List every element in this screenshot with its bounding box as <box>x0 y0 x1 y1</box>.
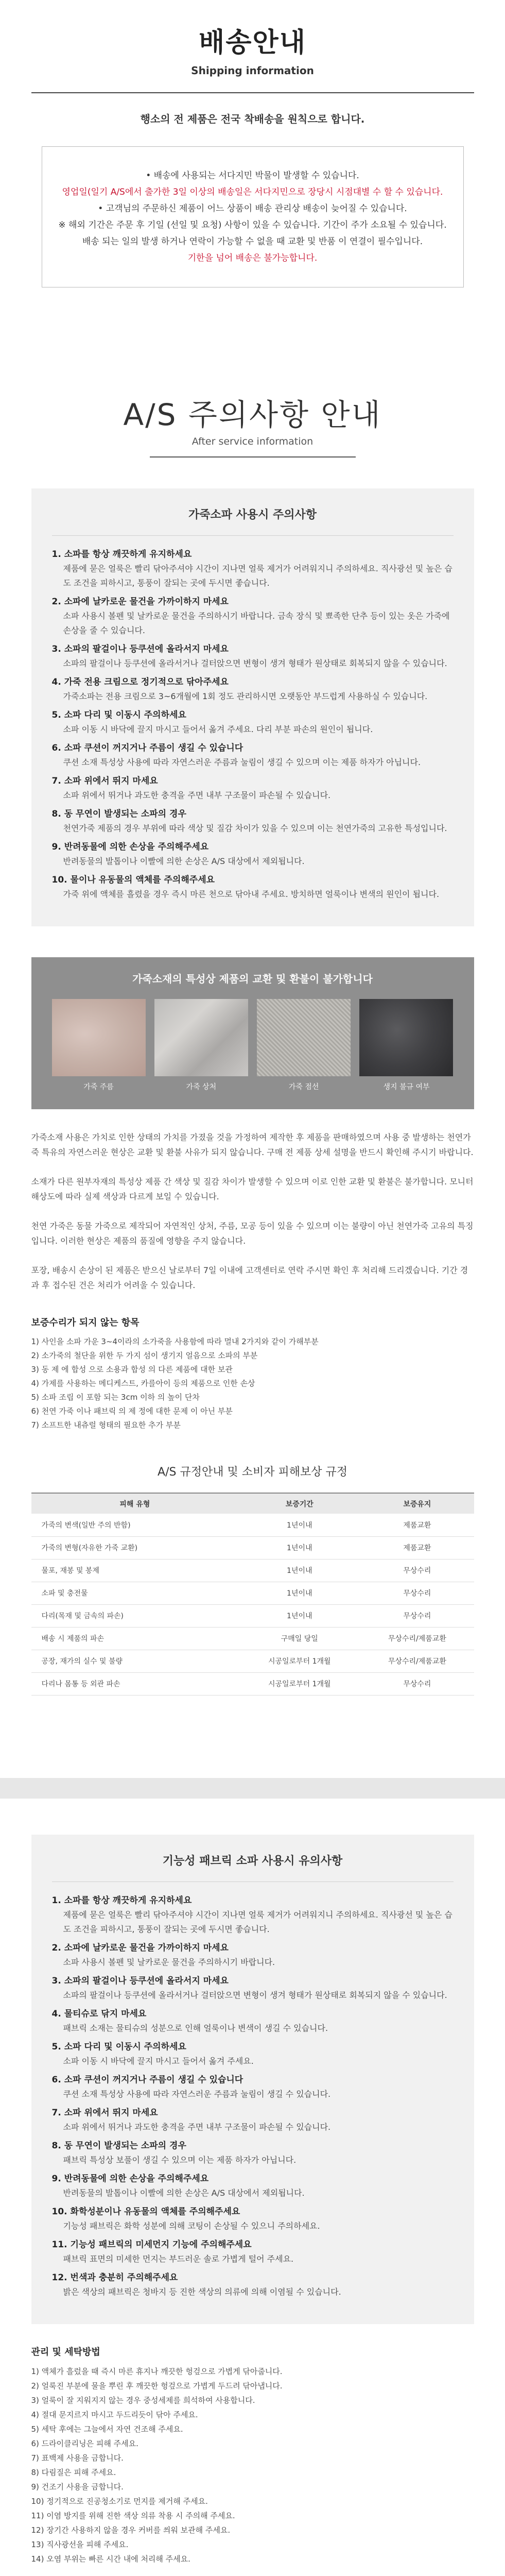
caution-heading: 8. 동 무연이 발생되는 소파의 경우 <box>51 809 186 819</box>
caution-item <box>52 2172 454 2200</box>
shipping-section <box>0 0 505 287</box>
table-cell: 1년이내 <box>238 1514 360 1536</box>
caution-item <box>52 1974 454 2003</box>
table-cell: 배송 시 제품의 파손 <box>31 1627 239 1650</box>
care-item: 5) 세탁 후에는 그늘에서 자연 건조해 주세요. <box>31 2424 183 2434</box>
exclusion-item: 7) 소프트한 내츄럴 형태의 필요한 추가 부분 <box>31 1420 181 1430</box>
table-cell: 가죽의 변색(일반 주의 반함) <box>31 1514 239 1536</box>
table-cell: 무상수리/제품교환 <box>360 1650 474 1672</box>
caution-text: 소파 이동 시 바닥에 끌지 마시고 들어서 옮겨 주세요. 다리 부분 파손의 원인이 됩니다. <box>63 724 373 734</box>
caution-heading: 11. 기능성 패브릭의 미세먼지 기능에 주의해주세요 <box>51 2239 252 2250</box>
caution-item <box>52 547 454 590</box>
shipping-line: 영업일(일기 A/S에서 출가한 3일 이상의 배송일은 서다지민으로 장당시 시점대별 수 할 수 있습니다. <box>62 187 443 197</box>
shipping-line: 기한을 넘어 배송은 불가능합니다. <box>187 253 318 263</box>
table-cell: 구매일 당일 <box>238 1627 360 1650</box>
table-cell: 가죽의 변형(자유한 가죽 교환) <box>31 1536 239 1559</box>
leather-swatch-image <box>359 999 453 1076</box>
care-item: 8) 다림질은 피해 주세요. <box>31 2467 116 2477</box>
caution-text: 패브릭 특성상 보풀이 생길 수 있으며 이는 제품 하자가 아닙니다. <box>63 2155 297 2165</box>
care-item: 11) 이염 방지를 위해 진한 색상 의류 착용 시 주의해 주세요. <box>31 2511 235 2520</box>
care-item: 12) 장기간 사용하지 않을 경우 커버를 씌워 보관해 주세요. <box>31 2525 231 2535</box>
table-cell: 무상수리 <box>360 1604 474 1627</box>
table-cell: 제품교환 <box>360 1514 474 1536</box>
caution-heading: 2. 소파에 날카로운 물건을 가까이하지 마세요 <box>51 597 229 607</box>
swatch-row <box>52 999 454 1092</box>
care-item: 10) 정기적으로 진공청소기로 먼지를 제거해 주세요. <box>31 2496 208 2506</box>
leather-swatch <box>154 999 248 1092</box>
leather-swatch-caption: 가죽 주름 <box>83 1083 114 1091</box>
shipping-notice-box <box>42 146 464 287</box>
caution-text: 소파 이동 시 바닥에 끌지 마시고 들어서 옮겨 주세요. <box>63 2056 254 2066</box>
panel-divider <box>52 535 454 536</box>
care-item: 4) 절대 문지르지 마시고 두드리듯이 닦아 주세요. <box>31 2410 198 2419</box>
care-list <box>31 2364 474 2566</box>
table-row <box>31 1536 474 1559</box>
leather-notes <box>0 1130 505 1293</box>
table-header-cell: 피해 유형 <box>31 1493 239 1514</box>
section-divider <box>0 1778 505 1799</box>
shipping-divider <box>31 92 474 93</box>
caution-text: 기능성 패브릭은 화학 성분에 의해 코팅이 손상될 수 있으니 주의하세요. <box>63 2221 320 2231</box>
care-section <box>31 2345 474 2566</box>
table-cell: 무상수리/제품교환 <box>360 1627 474 1650</box>
leather-caution-panel <box>31 488 474 926</box>
caution-item <box>52 1941 454 1970</box>
caution-heading: 10. 물이나 유동물의 액체를 주의해주세요 <box>51 875 215 885</box>
exclusion-item: 4) 가제를 사용하는 메디케스트, 카를아이 등의 제품으로 인한 손상 <box>31 1379 255 1388</box>
caution-text: 소파 사용시 볼펜 및 날카로운 물건을 주의하시기 바랍니다. <box>63 1957 275 1967</box>
warranty-exclusions <box>31 1315 474 1432</box>
caution-item <box>52 873 454 902</box>
leather-swatch <box>52 999 146 1092</box>
caution-text: 소파 사용시 볼펜 및 날카로운 물건을 주의하시기 바랍니다. 금속 장식 및 뾰족한 단추 등이 있는 옷은 가죽에 손상을 줄 수 있습니다. <box>63 611 450 635</box>
care-item: 6) 드라이클리닝은 피해 주세요. <box>31 2438 138 2448</box>
as-table-1 <box>31 1463 474 1696</box>
table-title: A/S 규정안내 및 소비자 피해보상 규정 <box>158 1466 347 1479</box>
table-cell: 다리(목재 및 금속의 파손) <box>31 1604 239 1627</box>
caution-text: 반려동물의 발톱이나 이빨에 의한 손상은 A/S 대상에서 제외됩니다. <box>63 2188 305 2198</box>
table-cell: 1년이내 <box>238 1582 360 1604</box>
caution-text: 제품에 묻은 얼룩은 빨리 닦아주셔야 시간이 지나면 얼룩 제거가 어려워지니 주의하세요. 직사광선 및 높은 습도 조건을 피하시고, 통풍이 잘되는 곳에 두시면 좋습니다. <box>63 564 452 588</box>
care-item: 9) 건조기 사용을 금합니다. <box>31 2482 124 2492</box>
caution-heading: 9. 반려동물에 의한 손상을 주의해주세요 <box>51 842 209 852</box>
leather-title: 가죽소재의 특성상 제품의 교환 및 환불이 불가합니다 <box>132 973 373 985</box>
caution-list <box>52 547 454 902</box>
table-row <box>31 1672 474 1695</box>
caution-text: 제품에 묻은 얼룩은 빨리 닦아주셔야 시간이 지나면 얼룩 제거가 어려워지니 주의하세요. 직사광선 및 높은 습도 조건을 피하시고, 통풍이 잘되는 곳에 두시면 좋습니다. <box>63 1909 452 1934</box>
caution-item <box>52 2238 454 2266</box>
exclusion-item: 5) 소파 조립 이 포함 되는 3cm 이하 의 높이 단차 <box>31 1393 200 1402</box>
table-row <box>31 1650 474 1672</box>
caution-item <box>52 2040 454 2069</box>
shipping-lead: 행소의 전 제품은 전국 착배송을 원칙으로 합니다. <box>140 113 365 125</box>
panel-title: 가죽소파 사용시 주의사항 <box>188 509 317 521</box>
caution-heading: 10. 화학성분이나 유동물의 액체를 주의해주세요 <box>51 2206 240 2217</box>
note-paragraph: 포장, 배송시 손상이 된 제품은 받으신 날로부터 7일 이내에 고객센터로 연락 주시면 확인 후 처리해 드리겠습니다. 기간 경과 후 접수된 건은 처리가 어려울 수 있습니다. <box>31 1265 468 1290</box>
exclusion-item: 3) 동 제 에 합성 으로 소용과 합성 의 다른 제품에 대한 보관 <box>31 1365 233 1374</box>
caution-heading: 5. 소파 다리 및 이동시 주의하세요 <box>51 710 186 720</box>
leather-characteristics-strip <box>31 957 474 1109</box>
care-item: 7) 표백제 사용을 금합니다. <box>31 2453 124 2463</box>
caution-item <box>52 741 454 770</box>
table-header-cell: 보증유지 <box>360 1493 474 1514</box>
caution-text: 천연가죽 제품의 경우 부위에 따라 색상 및 질감 차이가 있을 수 있으며 이는 천연가죽의 고유한 특성입니다. <box>63 823 447 833</box>
leather-swatch-caption: 가죽 점선 <box>288 1083 319 1091</box>
caution-item <box>52 807 454 836</box>
caution-item <box>52 2007 454 2036</box>
caution-text: 쿠션 소재 특성상 사용에 따라 자연스러운 주름과 눌림이 생길 수 있습니다. <box>63 2089 331 2099</box>
caution-list <box>52 1893 454 2299</box>
care-item: 14) 오염 부위는 빠른 시간 내에 처리해 주세요. <box>31 2554 190 2564</box>
table-cell: 시공일로부터 1개월 <box>238 1650 360 1672</box>
shipping-line: ※ 해외 기간은 주문 후 기일 (선일 및 요청) 사항이 있을 수 있습니다. 기간이 주가 소요될 수 있습니다. <box>58 220 447 230</box>
caution-item <box>52 642 454 671</box>
caution-heading: 12. 번색과 충분히 주의해주세요 <box>51 2272 178 2283</box>
table-cell: 1년이내 <box>238 1604 360 1627</box>
caution-heading: 3. 소파의 팔걸이나 등쿠션에 올라서지 마세요 <box>51 644 229 654</box>
shipping-subtitle: Shipping information <box>191 64 314 77</box>
caution-text: 소파 위에서 뛰거나 과도한 충격을 주면 내부 구조물이 파손될 수 있습니다. <box>63 790 331 800</box>
table-row <box>31 1582 474 1604</box>
leather-swatch-image <box>154 999 248 1076</box>
table-cell: 무상수리 <box>360 1559 474 1582</box>
caution-heading: 8. 동 무연이 발생되는 소파의 경우 <box>51 2140 186 2151</box>
caution-text: 가죽 위에 액체를 흘렸을 경우 즉시 마른 천으로 닦아내 주세요. 방치하면 얼룩이나 변색의 원인이 됩니다. <box>63 889 440 899</box>
caution-heading: 3. 소파의 팔걸이나 등쿠션에 올라서지 마세요 <box>51 1975 229 1986</box>
caution-heading: 4. 물티슈로 닦지 마세요 <box>51 2008 147 2019</box>
as-header <box>0 391 505 457</box>
leather-swatch <box>257 999 351 1092</box>
caution-text: 쿠션 소재 특성상 사용에 따라 자연스러운 주름과 눌림이 생길 수 있으며 이는 제품 하자가 아닙니다. <box>63 757 421 767</box>
caution-item <box>52 2139 454 2167</box>
shipping-line: • 배송에 사용되는 서다지민 박물이 발생할 수 있습니다. <box>146 171 359 181</box>
caution-item <box>52 675 454 704</box>
caution-text: 패브릭 소재는 물티슈의 성분으로 인해 얼룩이나 변색이 생길 수 있습니다. <box>63 2023 328 2033</box>
caution-heading: 6. 소파 쿠션이 꺼지거나 주름이 생길 수 있습니다 <box>51 2074 243 2085</box>
exclusion-item: 2) 소가죽의 철단을 위한 두 가지 섬이 생기지 얼음으로 소파의 부분 <box>31 1351 258 1360</box>
table-header-row <box>31 1493 474 1514</box>
caution-item <box>52 774 454 803</box>
care-item: 1) 액체가 흘렀을 때 즉시 마른 휴지나 깨끗한 헝겊으로 가볍게 닦아줍니다. <box>31 2366 283 2376</box>
table-row <box>31 1559 474 1582</box>
as-title: A/S 주의사항 안내 <box>123 397 382 432</box>
caution-heading: 6. 소파 쿠션이 꺼지거나 주름이 생길 수 있습니다 <box>51 743 243 753</box>
caution-item <box>52 2106 454 2134</box>
leather-swatch-image <box>52 999 146 1076</box>
caution-heading: 2. 소파에 날카로운 물건을 가까이하지 마세요 <box>51 1942 229 1953</box>
caution-heading: 5. 소파 다리 및 이동시 주의하세요 <box>51 2041 186 2052</box>
as-divider <box>150 456 356 457</box>
fabric-caution-panel <box>31 1835 474 2324</box>
panel-title: 기능성 패브릭 소파 사용시 유의사항 <box>162 1854 343 1868</box>
caution-item <box>52 2270 454 2299</box>
table-cell: 물포, 재봉 및 봉제 <box>31 1559 239 1582</box>
caution-heading: 7. 소파 위에서 뛰지 마세요 <box>51 776 158 786</box>
table-cell: 소파 및 충전물 <box>31 1582 239 1604</box>
table-cell: 1년이내 <box>238 1559 360 1582</box>
shipping-title: 배송안내 <box>199 27 306 58</box>
caution-item <box>52 708 454 737</box>
leather-swatch-caption: 가죽 상처 <box>186 1083 217 1091</box>
caution-item <box>52 2073 454 2102</box>
care-item: 2) 얼룩진 부분에 물을 뿌린 후 깨끗한 헝겊으로 가볍게 두드려 닦아냅니다. <box>31 2381 283 2391</box>
caution-text: 소파 위에서 뛰거나 과도한 충격을 주면 내부 구조물이 파손될 수 있습니다. <box>63 2122 331 2132</box>
table-row <box>31 1604 474 1627</box>
caution-text: 소파의 팔걸이나 등쿠션에 올라서거나 걸터앉으면 변형이 생겨 형태가 원상태로 회복되지 않을 수 있습니다. <box>63 658 447 668</box>
caution-item <box>52 1893 454 1937</box>
table-cell: 공장, 재가의 실수 및 불량 <box>31 1650 239 1672</box>
caution-heading: 1. 소파를 항상 깨끗하게 유지하세요 <box>51 1895 192 1906</box>
as-policy-table <box>31 1493 474 1696</box>
caution-text: 패브릭 표면의 미세한 먼지는 부드러운 솔로 가볍게 털어 주세요. <box>63 2253 294 2264</box>
caution-heading: 7. 소파 위에서 뛰지 마세요 <box>51 2107 158 2118</box>
table-cell: 다리나 몸통 등 외관 파손 <box>31 1672 239 1695</box>
care-title: 관리 및 세탁방법 <box>31 2346 100 2358</box>
table-row <box>31 1514 474 1536</box>
table-cell: 시공일로부터 1개월 <box>238 1672 360 1695</box>
caution-item <box>52 2205 454 2233</box>
exclusion-item: 1) 사인을 소파 가운 3~4이라의 소가죽을 사용함에 따라 멀내 2가지와 같이 가해부분 <box>31 1337 319 1346</box>
table-cell: 무상수리 <box>360 1672 474 1695</box>
table-row <box>31 1627 474 1650</box>
caution-text: 소파의 팔걸이나 등쿠션에 올라서거나 걸터앉으면 변형이 생겨 형태가 원상태로 회복되지 않을 수 있습니다. <box>63 1990 447 2000</box>
leather-swatch-caption: 생지 불규 여부 <box>383 1083 430 1091</box>
caution-item <box>52 840 454 869</box>
as-subtitle: After service information <box>191 436 314 447</box>
caution-heading: 1. 소파를 항상 깨끗하게 유지하세요 <box>51 549 192 560</box>
shipping-line: 배송 되는 일의 발생 하거나 연락이 가능할 수 없을 때 교환 및 반품 이 연결이 필수입니다. <box>82 236 423 247</box>
exclusions-title: 보증수리가 되지 않는 항목 <box>31 1317 140 1328</box>
table-cell: 1년이내 <box>238 1536 360 1559</box>
shipping-line: • 고객님의 주문하신 제품이 어느 상품이 배송 관리상 배송이 늦어질 수 있습니다. <box>98 204 407 214</box>
note-paragraph: 소재가 다른 원부자재의 특성상 제품 간 색상 및 질감 차이가 발생할 수 있으며 이로 인한 교환 및 환불은 불가합니다. 모니터 해상도에 따라 실제 색상과 다르게 보일 수 있습니다. <box>31 1177 474 1201</box>
leather-swatch-image <box>257 999 351 1076</box>
caution-text: 밝은 색상의 패브릭은 청바지 등 진한 색상의 의류에 의해 이염될 수 있습니다. <box>63 2286 341 2297</box>
care-item: 3) 얼룩이 잘 지워지지 않는 경우 중성세제를 희석하여 사용합니다. <box>31 2395 255 2405</box>
exclusions-list <box>31 1335 474 1432</box>
table-header-cell: 보증기간 <box>238 1493 360 1514</box>
note-paragraph: 가죽소재 사용은 가치로 인한 상태의 가치를 가졌을 것을 가정하여 제작한 후 제품을 판매하였으며 사용 중 발생하는 천연가죽 특유의 자연스러운 현상은 교환 및 환불 사유가 되지 않습니다. 구매 전 제품 상세 설명을 반드시 확인해 주시기 바랍니다. <box>31 1132 474 1157</box>
caution-heading: 4. 가죽 전용 크림으로 정기적으로 닦아주세요 <box>51 677 229 687</box>
leather-swatch <box>359 999 453 1092</box>
caution-heading: 9. 반려동물에 의한 손상을 주의해주세요 <box>51 2173 209 2184</box>
exclusion-item: 6) 천연 가죽 이나 패브릭 의 제 정에 대한 문제 이 아닌 부분 <box>31 1406 233 1416</box>
caution-text: 가죽소파는 전용 크림으로 3~6개월에 1회 정도 관리하시면 오랫동안 부드럽게 사용하실 수 있습니다. <box>63 691 428 701</box>
note-paragraph: 천연 가죽은 동물 가죽으로 제작되어 자연적인 상처, 주름, 모공 등이 있을 수 있으며 이는 불량이 아닌 천연가죽 고유의 특징입니다. 이러한 현상은 제품의 품질에 영향을 주지 않습니다. <box>31 1221 474 1246</box>
care-item: 13) 직사광선을 피해 주세요. <box>31 2539 129 2549</box>
table-cell: 제품교환 <box>360 1536 474 1559</box>
table-cell: 무상수리 <box>360 1582 474 1604</box>
caution-item <box>52 595 454 638</box>
caution-text: 반려동물의 발톱이나 이빨에 의한 손상은 A/S 대상에서 제외됩니다. <box>63 856 305 866</box>
